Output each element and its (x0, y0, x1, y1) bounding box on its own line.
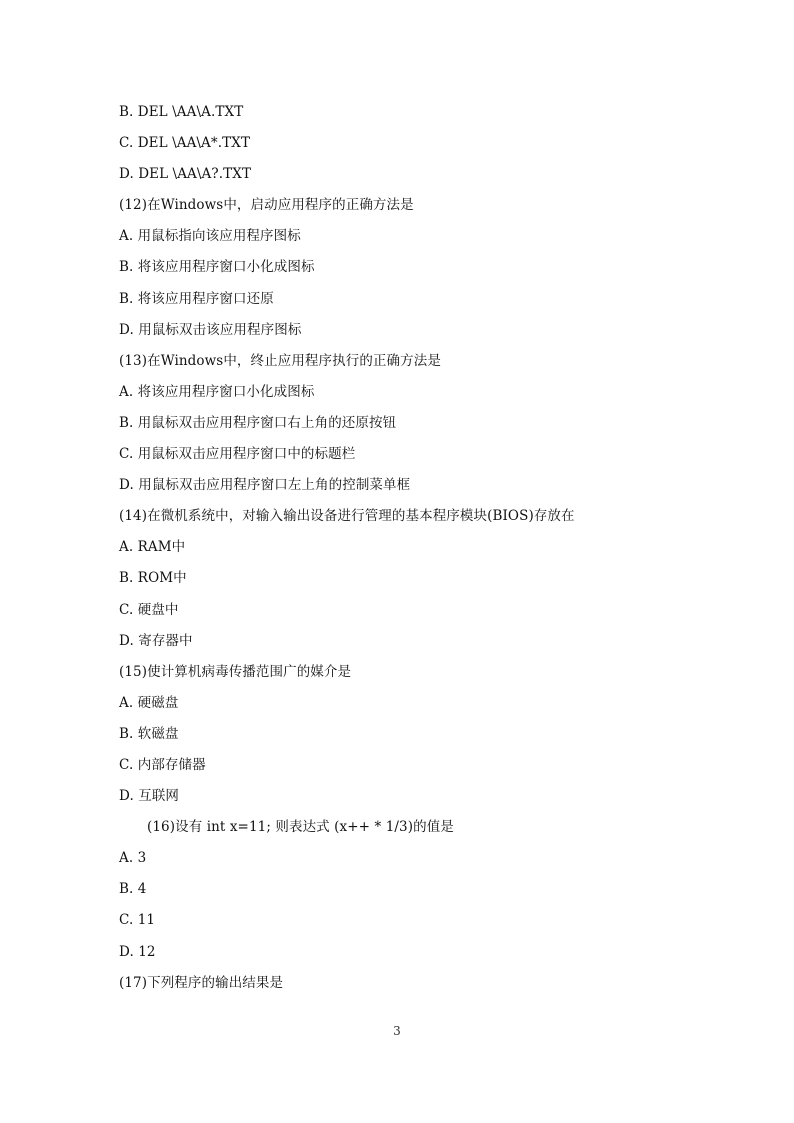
option-line: B. ROM中 (119, 570, 187, 587)
option-line: C. 用鼠标双击应用程序窗口中的标题栏 (119, 446, 356, 463)
option-line: D. DEL \AA\A?.TXT (119, 166, 252, 183)
question-line: (14)在微机系统中，对输入输出设备进行管理的基本程序模块(BIOS)存放在 (119, 508, 575, 525)
option-line: B. 4 (119, 881, 147, 898)
question-line: (12)在Windows中，启动应用程序的正确方法是 (119, 197, 414, 214)
option-line: B. 将该应用程序窗口小化成图标 (119, 259, 315, 276)
option-line: C. 11 (119, 912, 156, 929)
option-line: A. 硬磁盘 (119, 694, 179, 711)
option-line: D. 12 (119, 943, 156, 960)
option-line: A. 3 (119, 850, 147, 867)
option-line: D. 用鼠标双击应用程序窗口左上角的控制菜单框 (119, 477, 411, 494)
option-line: A. RAM中 (119, 539, 186, 556)
question-line: (13)在Windows中，终止应用程序执行的正确方法是 (119, 352, 441, 369)
option-line: D. 寄存器中 (119, 632, 193, 649)
question-line: (17)下列程序的输出结果是 (119, 974, 284, 991)
option-line: D. 用鼠标双击该应用程序图标 (119, 321, 302, 338)
question-line: (15)使计算机病毒传播范围广的媒介是 (119, 663, 352, 680)
option-line: C. 内部存储器 (119, 756, 206, 773)
option-line: A. 将该应用程序窗口小化成图标 (119, 383, 315, 400)
option-line: B. 软磁盘 (119, 725, 179, 742)
question-line: (16)设有 int x=11; 则表达式 (x++ * 1/3)的值是 (147, 819, 454, 836)
option-line: B. 用鼠标双击应用程序窗口右上角的还原按钮 (119, 414, 397, 431)
option-line: C. DEL \AA\A*.TXT (119, 135, 251, 152)
page-number: 3 (393, 1024, 401, 1038)
option-line: A. 用鼠标指向该应用程序图标 (119, 228, 301, 245)
option-line: B. DEL \AA\A.TXT (119, 104, 244, 120)
option-line: C. 硬盘中 (119, 601, 179, 618)
page-content (119, 101, 679, 1003)
option-line: B. 将该应用程序窗口还原 (119, 290, 274, 307)
option-line: D. 互联网 (119, 788, 180, 805)
